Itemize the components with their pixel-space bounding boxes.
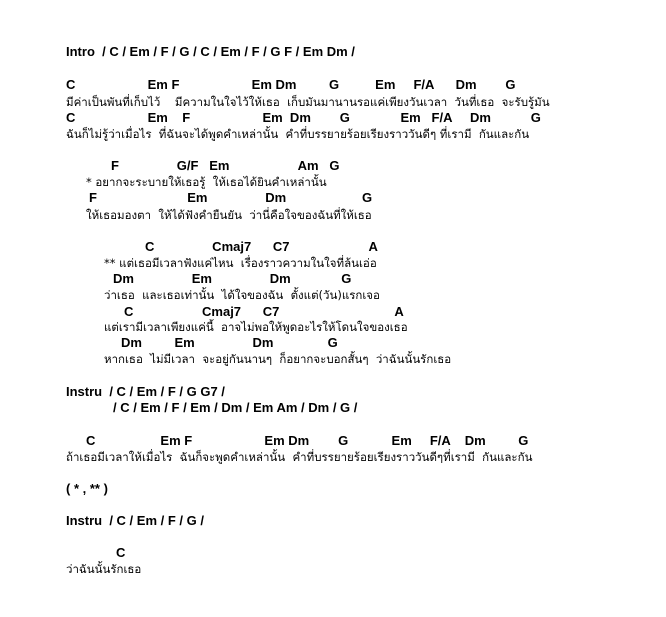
chord-line: C Cmaj7 C7 A (145, 239, 378, 254)
intro-line: Intro / C / Em / F / G / C / Em / F / G F / Em Dm / (66, 44, 355, 59)
chord-line: C Em F Em Dm G Em F/A Dm G (66, 77, 516, 92)
lyric-line: ว่าฉันนั้นรักเธอ (66, 562, 142, 576)
repeat-marker: ( * , ** ) (66, 481, 108, 496)
lyric-line: มีค่าเป็นพันที่เก็บไว้ มีความในใจไว้ให้เธอ เก็บมันมานานรอแค่เพียงวันเวลา วันที่เธอ จะรับรู้มัน (66, 95, 550, 109)
instru-line: Instru / C / Em / F / G G7 / (66, 384, 225, 399)
lyric-line: ** แต่เธอมีเวลาฟังแค่ไหน เรื่องราวความในใจที่ล้นเอ่อ (104, 256, 377, 270)
lyric-line: หากเธอ ไม่มีเวลา จะอยู่กันนานๆ ก็อยากจะบอกสั้นๆ ว่าฉันนั้นรักเธอ (104, 352, 452, 366)
chord-line: C Cmaj7 C7 A (124, 304, 404, 319)
chord-line: Dm Em Dm G (121, 335, 338, 350)
lyric-line: ให้เธอมองตา ให้ได้ฟังคำยืนยัน ว่านี่คือใจของฉันที่ให้เธอ (86, 208, 372, 222)
chord-line: C (116, 545, 126, 560)
lyric-line: ว่าเธอ และเธอเท่านั้น ได้ใจของฉัน ตั้งแต่(วัน)แรกเจอ (104, 288, 380, 302)
chord-line: C Em F Em Dm G Em F/A Dm G (66, 110, 541, 125)
chord-line: F Em Dm G (89, 190, 373, 205)
lyric-line: * อยากจะระบายให้เธอรู้ ให้เธอได้ยินคำเหล่านั้น (86, 175, 327, 189)
instru-line: Instru / C / Em / F / G / (66, 513, 204, 528)
instru-line: / C / Em / F / Em / Dm / Em Am / Dm / G / (113, 400, 358, 415)
chord-line: Dm Em Dm G (113, 271, 352, 286)
lyric-line: แต่เรามีเวลาเพียงแค่นี้ อาจไม่พอให้พูดอะไรให้โดนใจของเธอ (104, 320, 408, 334)
lyric-line: ฉันก็ไม่รู้ว่าเมื่อไร ที่ฉันจะได้พูดคำเหล่านั้น คำที่บรรยายร้อยเรียงราววันดีๆ ที่เรามี กันและกัน (66, 127, 530, 141)
chord-line: C Em F Em Dm G Em F/A Dm G (86, 433, 529, 448)
lyric-line: ถ้าเธอมีเวลาให้เมื่อไร ฉันก็จะพูดคำเหล่านั้น คำที่บรรยายร้อยเรียงราววันดีๆที่เรามี กันและกัน (66, 450, 533, 464)
chord-line: F G/F Em Am G (111, 158, 340, 173)
